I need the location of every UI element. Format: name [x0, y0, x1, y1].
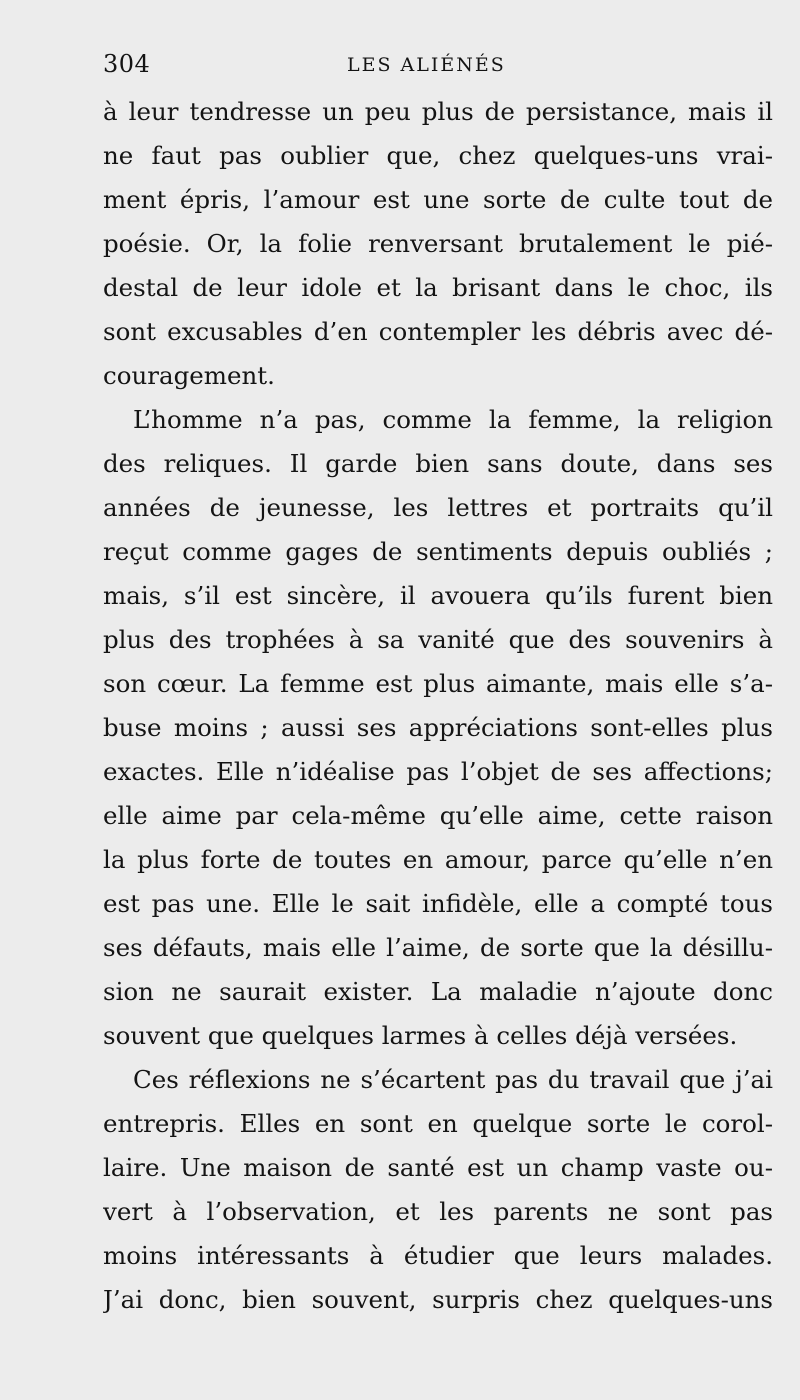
text-line: souvent que quelques larmes à celles déjà versées. — [103, 1021, 738, 1050]
text-line: L’homme n’a pas, comme la femme, la religion — [133, 405, 773, 434]
page-header — [103, 48, 773, 80]
text-line: années de jeunesse, les lettres et portraits qu’il — [103, 493, 773, 522]
text-line: ment épris, l’amour est une sorte de culte tout de — [103, 185, 773, 214]
text-line: vert à l’observation, et les parents ne sont pas — [103, 1197, 773, 1226]
page-number: 304 — [103, 50, 151, 78]
text-line: couragement. — [103, 361, 275, 390]
text-line: reçut comme gages de sentiments depuis oubliés ; — [103, 537, 773, 566]
text-line: destal de leur idole et la brisant dans le choc, ils — [103, 273, 773, 302]
text-line: ne faut pas oublier que, chez quelques-uns vrai- — [103, 141, 773, 170]
text-line: ses défauts, mais elle l’aime, de sorte que la désillu- — [103, 933, 773, 962]
text-line: sion ne saurait exister. La maladie n’ajoute donc — [103, 977, 773, 1006]
text-line: entrepris. Elles en sont en quelque sorte le corol- — [103, 1109, 773, 1138]
text-line: poésie. Or, la folie renversant brutalement le pié- — [103, 229, 773, 258]
running-title: LES ALIÉNÉS — [347, 54, 506, 76]
text-line: exactes. Elle n’idéalise pas l’objet de ses affections; — [103, 757, 773, 786]
text-line: moins intéressants à étudier que leurs malades. — [103, 1241, 773, 1270]
text-line: buse moins ; aussi ses appréciations sont-elles plus — [103, 713, 773, 742]
text-line: à leur tendresse un peu plus de persistance, mais il — [103, 97, 773, 126]
text-line: est pas une. Elle le sait infidèle, elle a compté tous — [103, 889, 773, 918]
text-line: J’ai donc, bien souvent, surpris chez quelques-uns — [103, 1285, 773, 1314]
text-line: plus des trophées à sa vanité que des souvenirs à — [103, 625, 773, 654]
body-text — [103, 90, 773, 1322]
text-line: mais, s’il est sincère, il avouera qu’ils furent bien — [103, 581, 773, 610]
text-line: laire. Une maison de santé est un champ vaste ou- — [103, 1153, 773, 1182]
text-line: la plus forte de toutes en amour, parce qu’elle n’en — [103, 845, 773, 874]
text-line: des reliques. Il garde bien sans doute, dans ses — [103, 449, 773, 478]
text-line: son cœur. La femme est plus aimante, mais elle s’a- — [103, 669, 773, 698]
text-line: elle aime par cela-même qu’elle aime, cette raison — [103, 801, 773, 830]
text-line: sont excusables d’en contempler les débris avec dé- — [103, 317, 773, 346]
text-line: Ces réflexions ne s’écartent pas du travail que j’ai — [133, 1065, 773, 1094]
